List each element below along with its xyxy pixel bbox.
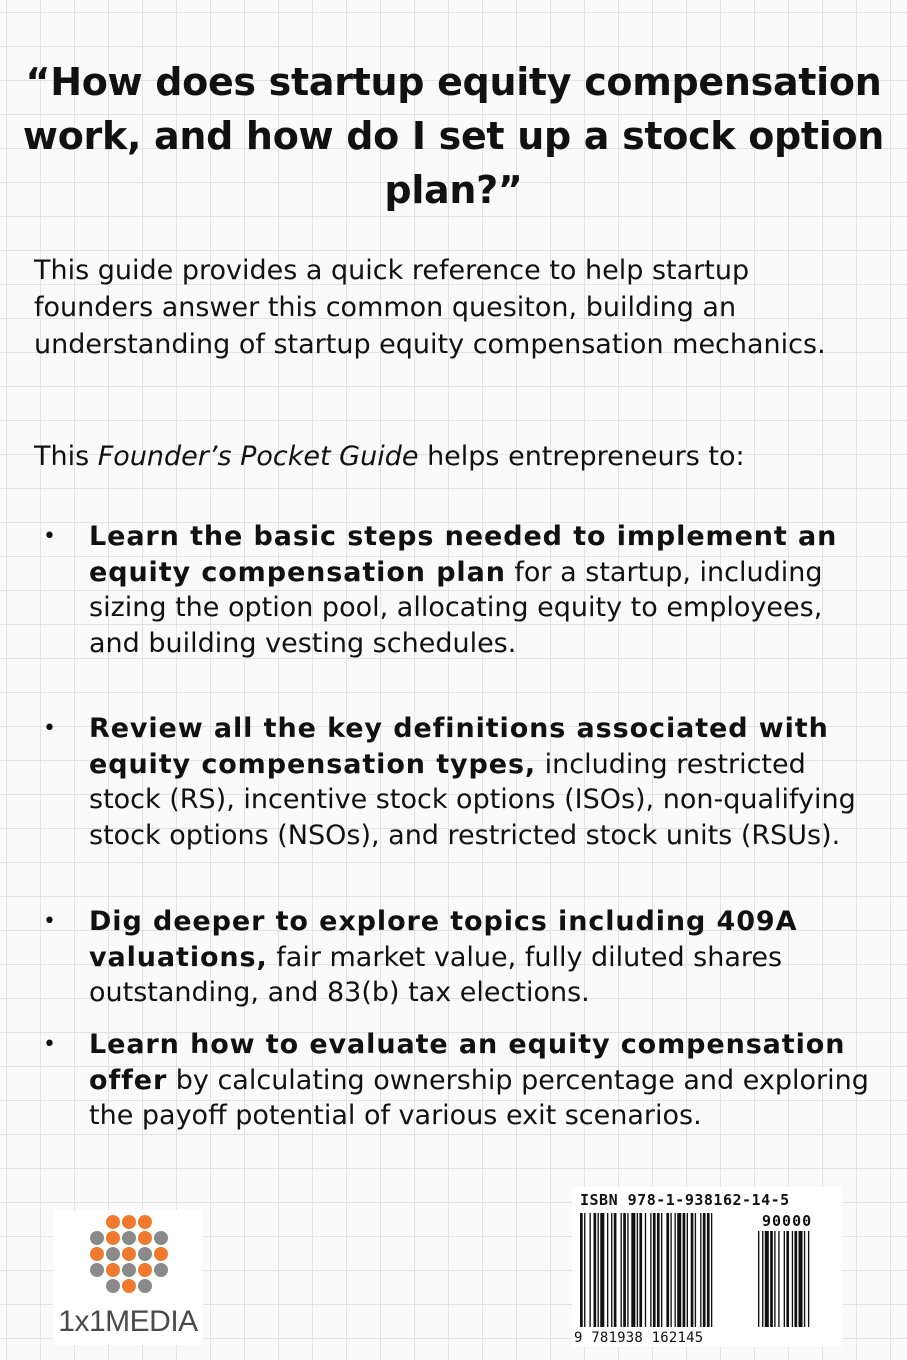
price-code: 90000 (762, 1212, 813, 1230)
barcode-addon-bar (786, 1231, 789, 1327)
logo-dot (106, 1231, 120, 1245)
bullet-item (43, 519, 879, 661)
barcode-addon-bar (799, 1231, 803, 1327)
intro-paragraph: This guide provides a quick reference to help startup founders answer this common quesiton, building an understanding of startup equity compensation mechanics. (34, 255, 826, 360)
logo-dot (106, 1263, 120, 1277)
logo-dot-grid-icon (53, 1210, 203, 1305)
barcode-addon-bar (792, 1231, 793, 1327)
logo-dot (138, 1247, 152, 1261)
logo-dot (106, 1215, 120, 1229)
bullet-text: by calculating ownership percentage and exploring the payoff potential of various exit scenarios. (89, 1064, 869, 1131)
logo-dot (122, 1263, 136, 1277)
bullet-dot: • (43, 1032, 56, 1057)
barcode-bars-icon (572, 1187, 842, 1347)
logo-dot (138, 1215, 152, 1229)
guide-title: Founder’s Pocket Guide (97, 441, 419, 472)
publisher-logo (53, 1210, 203, 1345)
publisher-name: 1x1MEDIA (58, 1305, 198, 1338)
barcode-bar (589, 1213, 590, 1327)
barcode-bar (580, 1213, 583, 1327)
logo-dot (122, 1247, 136, 1261)
barcode-bar (695, 1213, 696, 1327)
barcode-bar (631, 1213, 635, 1327)
isbn-label: ISBN 978-1-938162-14-5 (580, 1191, 790, 1209)
bullet-item (43, 904, 879, 1011)
lead-prefix: This (34, 441, 98, 472)
barcode-bar (639, 1213, 642, 1327)
logo-dot (106, 1279, 120, 1293)
bullet-text: for a startup, including sizing the option pool, allocating equity to employees, and building vesting schedules. (89, 556, 823, 659)
barcode-addon-bar (794, 1231, 797, 1327)
barcode-bar (637, 1213, 638, 1327)
barcode-bar (700, 1213, 701, 1327)
barcode-bar (687, 1213, 688, 1327)
bullet-item (43, 711, 879, 853)
lead-suffix: helps entrepreneurs to: (418, 441, 745, 472)
barcode-bar (703, 1213, 706, 1327)
barcode-bar (711, 1213, 712, 1327)
logo-dot (138, 1263, 152, 1277)
barcode-bar (707, 1213, 710, 1327)
barcode-addon-bar (778, 1231, 779, 1327)
barcode-addon-bar (762, 1231, 763, 1327)
lead-sentence (34, 438, 874, 475)
barcode-addon-bar (808, 1231, 809, 1327)
logo-dot (154, 1231, 168, 1245)
barcode-bar (666, 1213, 669, 1327)
logo-dot (90, 1263, 104, 1277)
ean-digits: 9 781938 162145 (574, 1330, 704, 1346)
bullet-dot: • (43, 716, 56, 741)
barcode-addon-bar (804, 1231, 805, 1327)
barcode-bar (621, 1213, 622, 1327)
logo-dot (106, 1247, 120, 1261)
barcode-bar (598, 1213, 599, 1327)
barcode-bar (614, 1213, 617, 1327)
logo-dot (90, 1247, 104, 1261)
bullet-bold-text: Review all the key definitions associated with equity compensation types, (89, 713, 829, 780)
barcode-addon-bar (774, 1231, 775, 1327)
barcode-bar (650, 1213, 651, 1327)
logo-dot (90, 1231, 104, 1245)
barcode-bar (623, 1213, 626, 1327)
logo-dot (122, 1215, 136, 1229)
barcode-bar (645, 1213, 646, 1327)
logo-dot (122, 1231, 136, 1245)
barcode-bar (584, 1213, 585, 1327)
barcode-bar (677, 1213, 681, 1327)
bullet-bold-text: Learn how to evaluate an equity compensation offer (89, 1029, 846, 1096)
barcode-bar (653, 1213, 656, 1327)
logo-dot (138, 1279, 152, 1293)
isbn-barcode (572, 1187, 842, 1347)
barcode-bar (600, 1213, 604, 1327)
bullet-dot: • (43, 909, 56, 934)
barcode-bar (670, 1213, 671, 1327)
bullet-text: fair market value, fully diluted shares outstanding, and 83(b) tax elections. (89, 941, 783, 1008)
barcode-addon-bar (765, 1231, 769, 1327)
barcode-bar (683, 1213, 686, 1327)
logo-dot (154, 1247, 168, 1261)
logo-dot (122, 1279, 136, 1293)
barcode-bar (661, 1213, 662, 1327)
barcode-bar (607, 1213, 608, 1327)
barcode-bar (691, 1213, 694, 1327)
bullet-dot: • (43, 524, 56, 549)
barcode-bar (611, 1213, 612, 1327)
logo-dot (138, 1231, 152, 1245)
barcode-bar (627, 1213, 628, 1327)
bullet-item (43, 1027, 879, 1134)
barcode-addon-bar (784, 1231, 785, 1327)
bullet-bold-text: Learn the basic steps needed to implement an equity compensation plan (89, 521, 838, 588)
logo-dot (154, 1263, 168, 1277)
barcode-bar (594, 1213, 597, 1327)
bullet-text: including restricted stock (RS), incentive stock options (ISOs), non-qualifying stock options (NSOs), and restricted stock units (RSUs). (89, 748, 856, 851)
barcode-bar (657, 1213, 660, 1327)
barcode-addon-bar (758, 1231, 759, 1327)
barcode-addon-bar (770, 1231, 773, 1327)
barcode-bar (675, 1213, 676, 1327)
bullet-bold-text: Dig deeper to explore topics including 409A valuations, (89, 906, 798, 973)
headline-question: “How does startup equity compensation work, and how do I set up a stock option plan?” (22, 60, 885, 212)
